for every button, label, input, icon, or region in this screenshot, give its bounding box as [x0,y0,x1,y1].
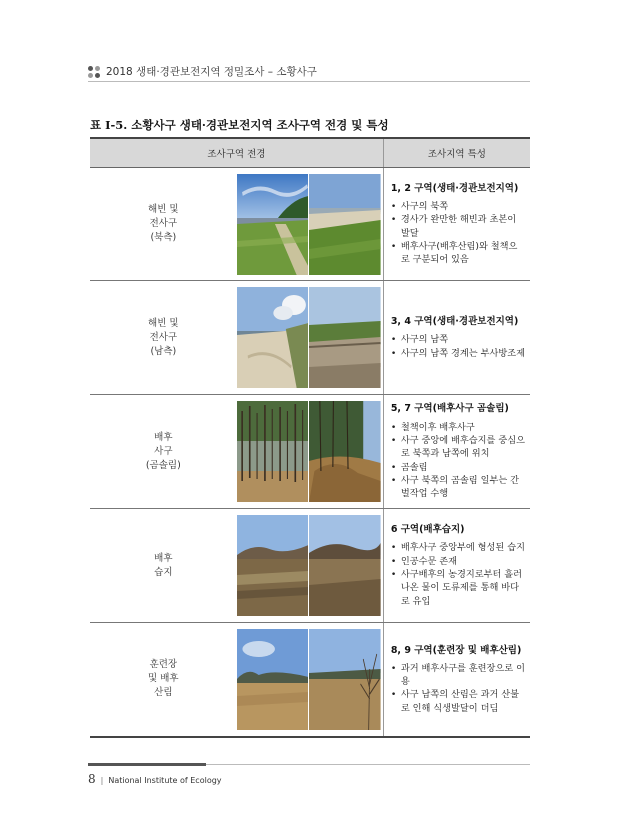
photo-wetland-1 [237,515,310,616]
feature-list [391,662,526,715]
feature-list [391,541,526,607]
col-header-view: 조사구역 전경 [90,138,383,168]
header-dots-icon [88,66,100,78]
feature-list [391,421,526,501]
feature-list [391,200,526,266]
col-header-features: 조사지역 특성 [383,138,530,168]
list-item: • 배후사구 중앙부에 형성된 습지 [391,541,526,554]
list-item: • 사구 북쪽의 곰솔림 일부는 간벌작업 수행 [391,474,526,501]
photo-beach-north-1 [237,174,310,275]
list-item: • 인공수문 존재 [391,555,526,568]
header-rule [88,81,530,82]
row-label: 배후 습지 [90,509,237,623]
photo-beach-north-2 [309,174,381,275]
table-row [90,509,530,623]
survey-zone-table [90,137,530,738]
list-item: • 사구의 남쪽 경계는 부사방조제 [391,347,526,360]
footer-separator: | [100,776,104,785]
list-item: • 배후사구(배후산림)와 철책으로 구분되어 있음 [391,240,526,267]
list-item: • 사구의 북쪽 [391,200,526,213]
row-label: 훈련장 및 배후 산림 [90,623,237,737]
list-item: • 곰솔림 [391,461,526,474]
table-row [90,168,530,281]
photo-pine-forest-1 [237,401,310,502]
zone-title: 1, 2 구역(생태·경관보전지역) [390,182,519,194]
list-item: • 경사가 완만한 해빈과 초본이 발달 [391,213,526,240]
running-header [88,64,317,79]
table-caption: 표 Ⅰ-5. 소황사구 생태·경관보전지역 조사구역 전경 및 특성 [90,118,389,132]
list-item: • 철책이후 배후사구 [391,421,526,434]
feature-cell [383,509,530,623]
feature-cell [383,395,530,509]
zone-title: 5, 7 구역(배후사구 곰솔림) [390,403,509,415]
photo-wetland-2 [309,515,381,616]
list-item: • 사구의 남쪽 [391,333,526,346]
row-label: 배후 사구 (곰솔림) [90,395,237,509]
photo-beach-south-2 [309,287,381,388]
photo-beach-south-1 [237,287,310,388]
page-number: 8 [88,772,96,786]
list-item: • 사구배후의 농경지로부터 흘러나온 물이 도류제를 통해 바다로 유입 [391,568,526,608]
photo-cell [237,281,384,395]
table-row [90,395,530,509]
feature-list [391,333,526,360]
feature-cell [383,281,530,395]
feature-cell [383,623,530,737]
zone-title: 8, 9 구역(훈련장 및 배후산림) [390,644,522,656]
row-label: 해빈 및 전사구 (남측) [90,281,237,395]
photo-cell [237,509,384,623]
photo-cell [237,395,384,509]
list-item: • 과거 배후사구를 훈련장으로 이용 [391,662,526,689]
photo-cell [237,168,384,281]
zone-title: 6 구역(배후습지) [390,524,465,536]
table-row [90,623,530,737]
page-footer [88,772,222,786]
institution-name: National Institute of Ecology [108,776,222,785]
feature-cell [383,168,530,281]
photo-pine-forest-2 [309,401,381,502]
zone-title: 3, 4 구역(생태·경관보전지역) [390,316,519,328]
photo-training-ground-1 [237,629,310,730]
table-row [90,281,530,395]
row-label: 해빈 및 전사구 (북측) [90,168,237,281]
photo-cell [237,623,384,737]
footer-accent-bar [88,763,206,766]
list-item: • 사구 중앙에 배후습지를 중심으로 북쪽과 남쪽에 위치 [391,434,526,461]
running-title: 2018 생태·경관보전지역 정밀조사 – 소황사구 [106,66,317,78]
list-item: • 사구 남쪽의 산림은 과거 산불로 인해 식생발달이 더딤 [391,688,526,715]
photo-training-ground-2 [309,629,381,730]
